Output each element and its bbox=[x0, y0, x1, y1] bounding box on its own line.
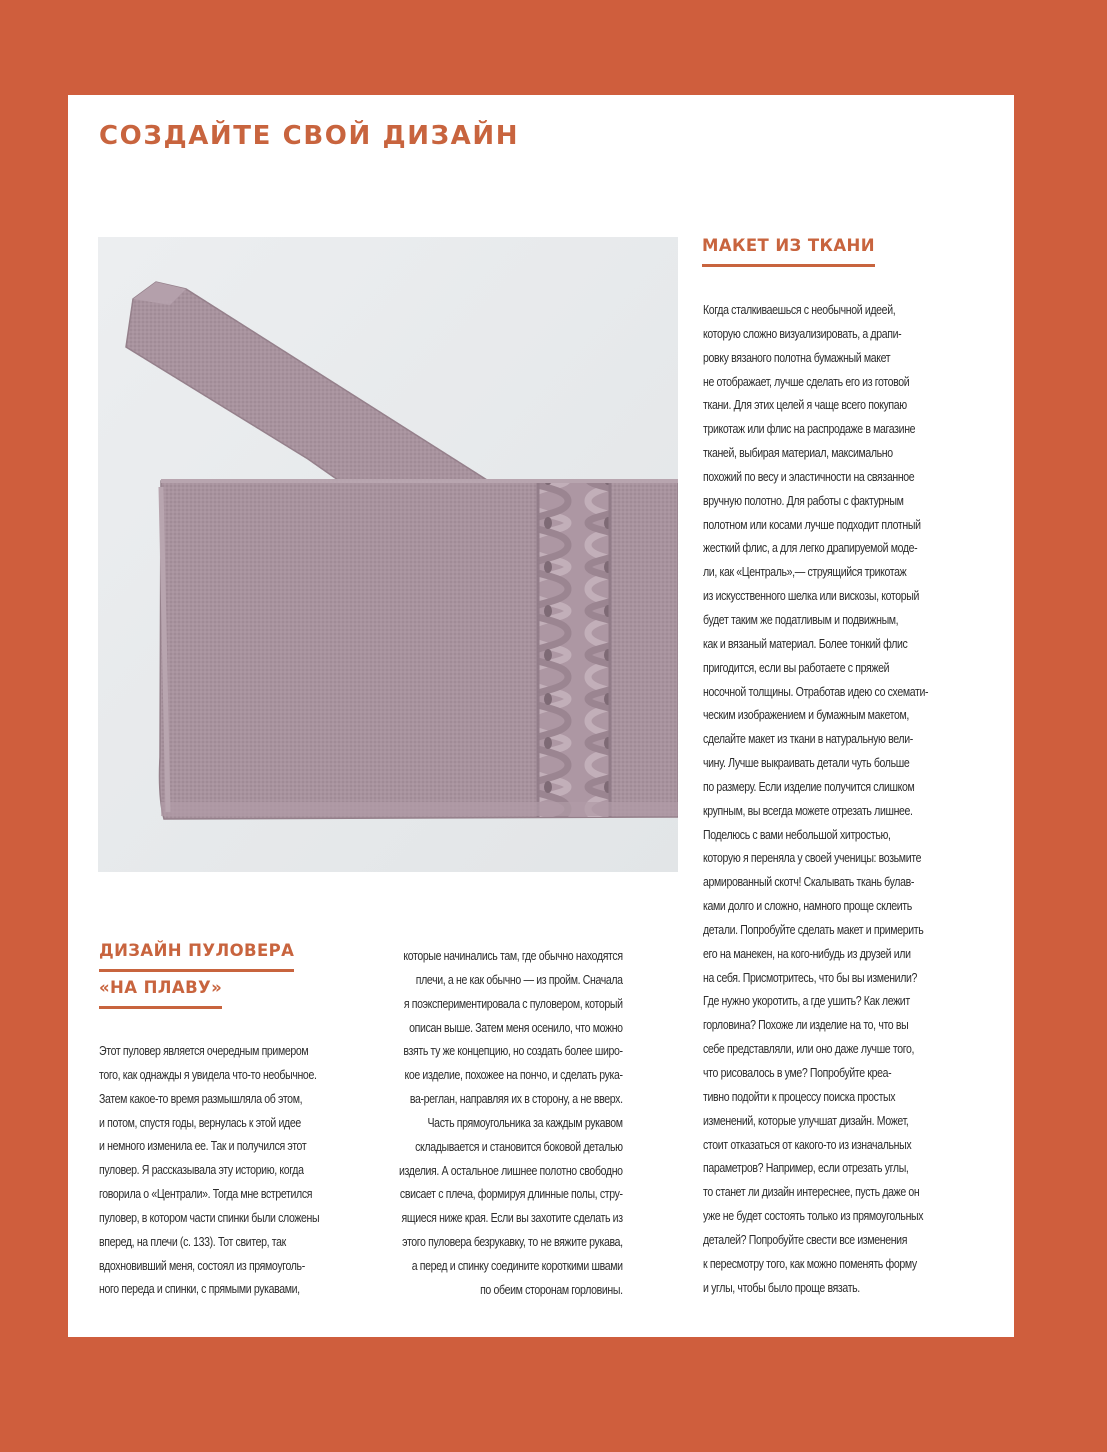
text-line: вперед, на плечи (с. 133). Тот свитер, так bbox=[99, 1233, 286, 1249]
text-line: изменений, которые улучшат дизайн. Может, bbox=[703, 1112, 909, 1128]
text-line: полотном или косами лучше подходит плотный bbox=[703, 516, 921, 532]
page-title: СОЗДАЙТЕ СВОЙ ДИЗАЙН bbox=[99, 121, 520, 151]
text-line: и потом, спустя годы, вернулась к этой идее bbox=[99, 1114, 301, 1130]
text-line: я поэкспериментировала с пуловером, который bbox=[403, 995, 623, 1011]
text-line: его на манекен, на кого-нибудь из друзей или bbox=[703, 945, 911, 961]
text-line: того, как однажды я увидела что-то необычное. bbox=[99, 1066, 317, 1082]
text-line: горловина? Похоже ли изделие на то, что вы bbox=[703, 1017, 909, 1033]
text-line: вдохновивший меня, состоял из прямоуголь- bbox=[99, 1257, 305, 1273]
pullover-text-column-1 bbox=[99, 1039, 319, 1301]
text-line: по обеим сторонам горловины. bbox=[480, 1281, 623, 1297]
pullover-text-column-2 bbox=[399, 944, 623, 1302]
text-line: стоит отказаться от какого-то из изначальных bbox=[703, 1136, 912, 1152]
fabric-mockup-text bbox=[703, 298, 928, 1299]
text-line: Где нужно укоротить, а где ушить? Как лежит bbox=[703, 993, 910, 1009]
text-line: ками долго и сложно, намного проще склеить bbox=[703, 898, 912, 914]
text-line: то станет ли дизайн интереснее, пусть даже он bbox=[703, 1184, 920, 1200]
text-line: сделайте макет из ткани в натуральную вели- bbox=[703, 731, 913, 747]
text-line: ли, как «Централь»,— струящийся трикотаж bbox=[703, 564, 907, 580]
text-line: которые начинались там, где обычно находятся bbox=[403, 948, 623, 963]
text-line: детали. Попробуйте сделать макет и примерить bbox=[703, 921, 924, 937]
text-line: говорила о «Централи». Тогда мне встретился bbox=[99, 1186, 313, 1202]
text-line: изделия. А остальное лишнее полотно свободно bbox=[399, 1162, 623, 1178]
text-line: армированный скотч! Скалывать ткань булав- bbox=[703, 874, 914, 890]
text-line: ного переда и спинки, с прямыми рукавами, bbox=[99, 1281, 300, 1297]
text-line: Затем какое-то время размышляла об этом, bbox=[99, 1090, 303, 1106]
text-line: ткани. Для этих целей я чаще всего покупаю bbox=[703, 397, 907, 413]
text-line: и немного изменила ее. Так и получился этот bbox=[99, 1138, 307, 1154]
text-line: плечи, а не как обычно — из пройм. Сначала bbox=[415, 971, 623, 987]
text-line: носочной толщины. Отработав идею со схемати- bbox=[703, 683, 929, 699]
text-line: параметров? Например, если отрезать углы, bbox=[703, 1160, 909, 1176]
text-line: тканей, выбирая материал, максимально bbox=[703, 445, 893, 461]
text-line: что рисовалось в уме? Попробуйте креа- bbox=[703, 1065, 892, 1080]
text-line: из искусственного шелка или вискозы, который bbox=[703, 588, 920, 604]
text-line: как и вязаный материал. Более тонкий флис bbox=[703, 635, 908, 651]
text-line: похожий по весу и эластичности на связанное bbox=[703, 468, 915, 484]
sweater-illustration bbox=[98, 237, 678, 872]
text-line: пригодится, если вы работаете с пряжей bbox=[703, 659, 890, 675]
text-line: которую я переняла у своей ученицы: возьмите bbox=[703, 850, 922, 866]
text-line: ящиеся ниже края. Если вы захотите сделать из bbox=[401, 1210, 623, 1226]
text-line: а перед и спинку соедините короткими швами bbox=[411, 1257, 623, 1273]
text-line: пуловер. Я рассказывала эту историю, когда bbox=[99, 1162, 304, 1178]
text-line: складывается и становится боковой деталью bbox=[415, 1138, 623, 1154]
text-line: которую сложно визуализировать, а драпи- bbox=[703, 325, 902, 341]
text-line: не отображает, лучше сделать его из готовой bbox=[703, 373, 910, 389]
text-line: на себя. Присмотритесь, что бы вы изменили? bbox=[703, 969, 918, 985]
text-line: уже не будет состоять только из прямоугольных bbox=[703, 1208, 924, 1224]
text-line: Поделюсь с вами небольшой хитростью, bbox=[703, 826, 891, 842]
text-line: себе представляли, или оно даже лучше того, bbox=[703, 1041, 915, 1057]
text-line: будет таким же податливым и подвижным, bbox=[703, 611, 899, 627]
text-line: чину. Лучше выкраивать детали чуть больше bbox=[703, 755, 910, 771]
text-line: описан выше. Затем меня осенило, что можно bbox=[409, 1019, 623, 1035]
text-line: пуловер, в котором части спинки были сложены bbox=[99, 1209, 320, 1225]
text-line: по размеру. Если изделие получится слишком bbox=[703, 778, 915, 794]
fabric-mockup-heading-text: МАКЕТ ИЗ ТКАНИ bbox=[702, 230, 875, 267]
page bbox=[68, 95, 1014, 1337]
sweater-photo bbox=[98, 237, 678, 872]
text-line: ровку вязаного полотна бумажный макет bbox=[703, 349, 891, 365]
text-line: крупным, вы всегда можете отрезать лишнее. bbox=[703, 802, 913, 818]
text-line: к пересмотру того, как можно поменять форму bbox=[703, 1255, 917, 1271]
pullover-heading-line-1: ДИЗАЙН ПУЛОВЕРА bbox=[99, 935, 294, 972]
text-line: тивно подойти к процессу поиска простых bbox=[703, 1088, 896, 1104]
text-line: ва-реглан, направляя их в сторону, а не вверх. bbox=[409, 1091, 623, 1107]
fabric-mockup-heading bbox=[702, 230, 875, 267]
text-line: вручную полотно. Для работы с фактурным bbox=[703, 492, 904, 508]
text-line: Этот пуловер является очередным примером bbox=[99, 1043, 309, 1058]
pullover-design-heading bbox=[99, 935, 294, 1009]
pullover-heading-line-2: «НА ПЛАВУ» bbox=[99, 972, 222, 1009]
text-line: этого пуловера безрукавку, то не вяжите рукава, bbox=[402, 1234, 623, 1250]
text-line: и углы, чтобы было проще вязать. bbox=[703, 1279, 860, 1295]
text-line: трикотаж или флис на распродаже в магазине bbox=[703, 421, 916, 437]
text-line: деталей? Попробуйте свести все изменения bbox=[703, 1231, 908, 1247]
text-line: взять ту же концепцию, но создать более широ- bbox=[403, 1043, 623, 1059]
text-line: Часть прямоугольника за каждым рукавом bbox=[427, 1114, 623, 1130]
text-line: кое изделие, похожее на пончо, и сделать рука- bbox=[404, 1067, 623, 1083]
text-line: жесткий флис, а для легко драпируемой моде- bbox=[703, 540, 918, 556]
text-line: Когда сталкиваешься с необычной идеей, bbox=[703, 302, 896, 317]
text-line: свисает с плеча, формируя длинные полы, стру- bbox=[399, 1186, 623, 1202]
text-line: ческим изображением и бумажным макетом, bbox=[703, 707, 909, 723]
